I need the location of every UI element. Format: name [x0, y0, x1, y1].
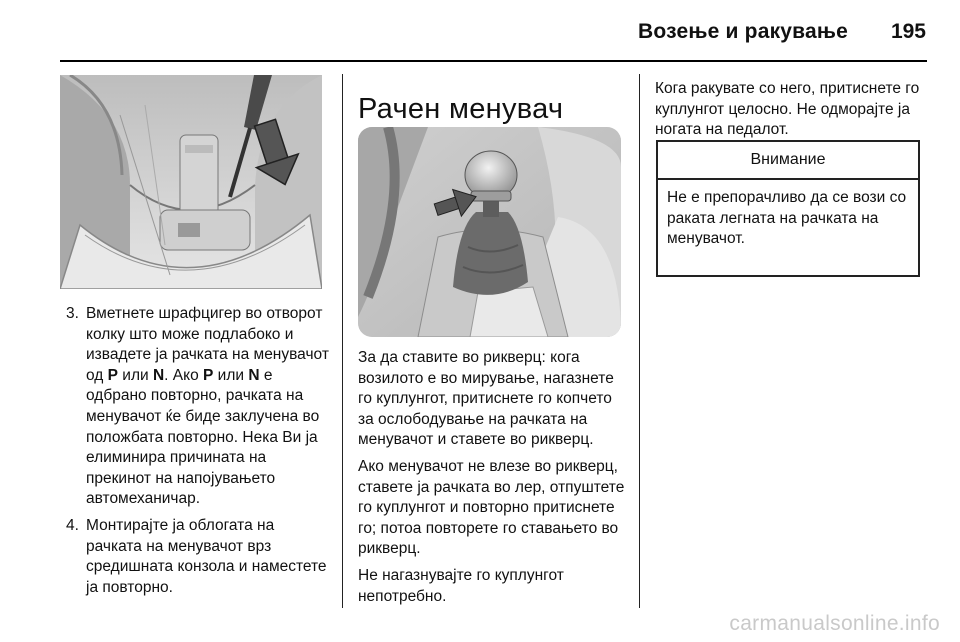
- shifter-release-illustration: [60, 75, 322, 289]
- step-text-part: е одбрано повторно, рачката на менувачот ќе биде заклучена во положбата повторно. Нека Ви ја елиминира причината на прекинот на напојувањето автомеханичар.: [86, 366, 320, 508]
- gear-n-label: N: [152, 366, 165, 384]
- warning-title: Внимание: [658, 142, 918, 180]
- clutch-instructions: [655, 79, 927, 147]
- gear-p-label: P: [107, 366, 118, 384]
- step-text: [86, 305, 329, 507]
- step-number: 4.: [66, 516, 79, 534]
- warning-text: Не е препорачливо да се вози со раката легната на рачката на менувачот.: [667, 189, 907, 248]
- step-3: [62, 304, 334, 510]
- watermark: carmanualsonline.info: [729, 612, 940, 635]
- step-text-part: Вметнете шрафцигер во отворот колку што може подлабоко и извадете ја рачката на менувачот од: [86, 305, 329, 384]
- step-text: Монтирајте ја облогата на рачката на менувачот врз средишната конзола и наместете ја повторно.: [86, 516, 327, 596]
- page-number: 195: [890, 20, 926, 43]
- paragraph: За да ставите во рикверц: кога возилото е во мирување, нагазнете го куплунгот, притиснете го копчето за ослободување на рачката на менувачот и ставете во рикверц.: [358, 349, 614, 449]
- gear-n-label: N: [248, 366, 260, 384]
- step-text-part: или: [117, 366, 153, 384]
- paragraph: Кога ракувате со него, притиснете го куплунгот целосно. Не одморајте ја ногата на педалот.: [655, 80, 920, 139]
- removal-steps: [62, 304, 334, 604]
- step-4: [62, 516, 334, 598]
- step-number: 3.: [66, 305, 79, 322]
- gear-p-label: P: [203, 366, 214, 384]
- paragraph: Не нагазнувајте го куплунгот непотребно.: [358, 566, 564, 605]
- section-title: Рачен менувач: [358, 93, 564, 126]
- gear-lever-drawing: [358, 127, 621, 337]
- step-text-part: . Ако: [164, 366, 204, 384]
- step-text-part: или: [213, 366, 249, 384]
- shifter-release-drawing: [60, 75, 322, 289]
- header-rule: [60, 60, 927, 62]
- gear-lever-illustration: [358, 127, 621, 337]
- column-divider-right: [639, 74, 640, 608]
- paragraph: Ако менувачот не влезе во рикверц, ставете ја рачката во лер, отпуштете го куплунгот и повторно притиснете го; потоа повторете го ставањето во рикверц.: [358, 457, 625, 558]
- reverse-gear-instructions: [358, 348, 630, 613]
- warning-box: [656, 140, 920, 277]
- page-title: Возење и ракување: [638, 20, 848, 43]
- column-divider-left: [342, 74, 343, 608]
